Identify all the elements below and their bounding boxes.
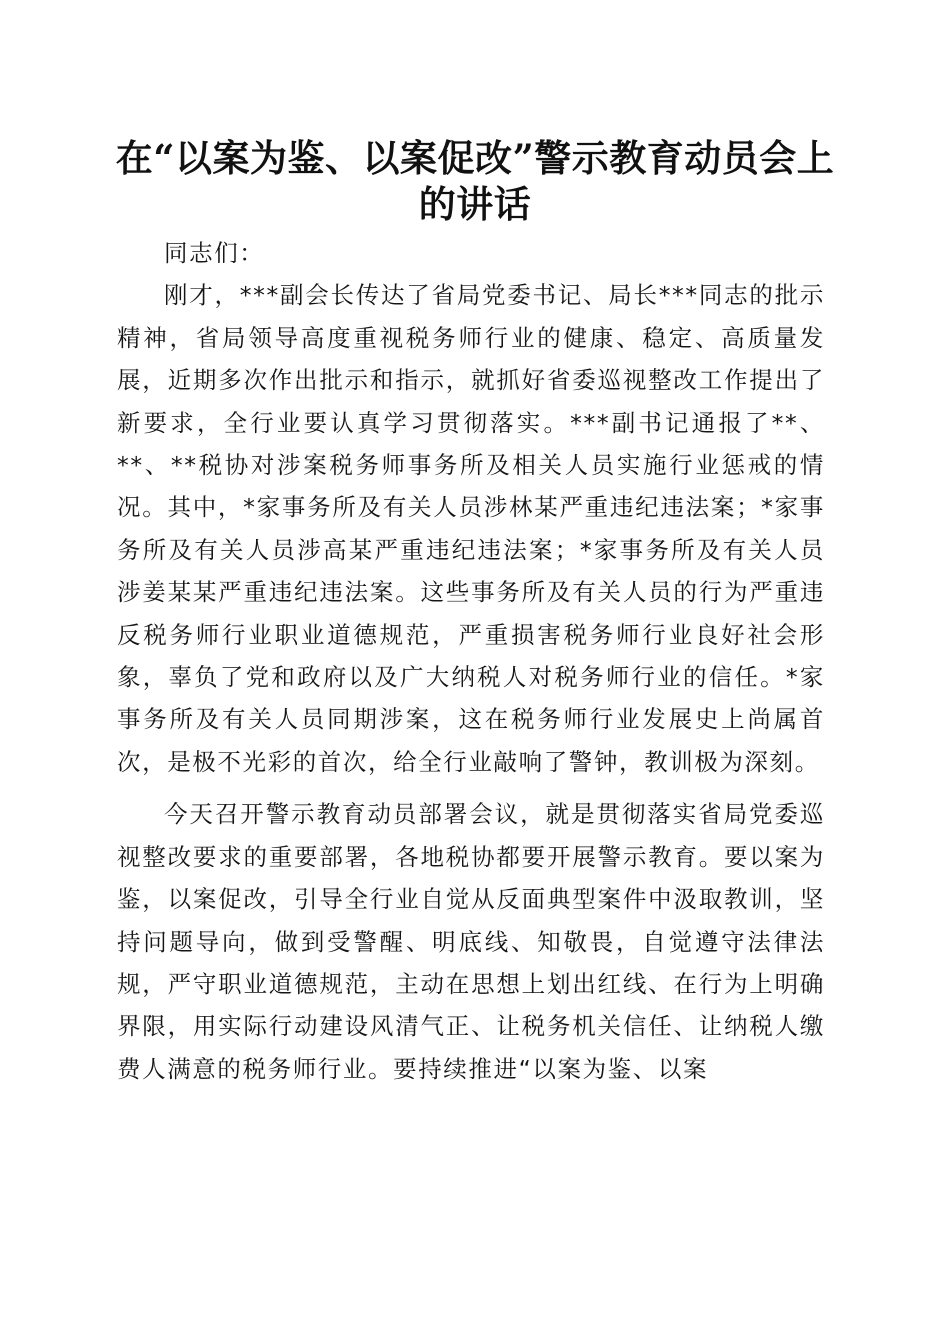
document-title: 在“以案为鉴、以案促改”警示教育动员会上的讲话: [115, 136, 835, 226]
document-body: [117, 232, 825, 1090]
paragraph-1: 刚才，***副会长传达了省局党委书记、局长***同志的批示精神，省局领导高度重视税务师行业的健康、稳定、高质量发展，近期多次作出批示和指示，就抓好省委巡视整改工作提出了新要求，全行业要认真学习贯彻落实。***副书记通报了**、**、**税协对涉案税务师事务所及相关人员实施行业惩戒的情况。其中，*家事务所及有关人员涉林某严重违纪违法案；*家事务所及有关人员涉高某严重违纪违法案；*家事务所及有关人员涉姜某某严重违纪违法案。这些事务所及有关人员的行为严重违反税务师行业职业道德规范，严重损害税务师行业良好社会形象，辜负了党和政府以及广大纳税人对税务师行业的信任。*家事务所及有关人员同期涉案，这在税务师行业发展史上尚属首次，是极不光彩的首次，给全行业敲响了警钟，教训极为深刻。: [117, 281, 825, 776]
salutation: 同志们：: [164, 239, 265, 267]
paragraph-2: 今天召开警示教育动员部署会议，就是贯彻落实省局党委巡视整改要求的重要部署，各地税协都要开展警示教育。要以案为鉴，以案促改，引导全行业自觉从反面典型案件中汲取教训，坚持问题导向，做到受警醒、明底线、知敬畏，自觉遵守法律法规，严守职业道德规范，主动在思想上划出红线、在行为上明确界限，用实际行动建设风清气正、让税务机关信任、让纳税人缴费人满意的税务师行业。要持续推进“以案为鉴、以案: [117, 800, 825, 1083]
